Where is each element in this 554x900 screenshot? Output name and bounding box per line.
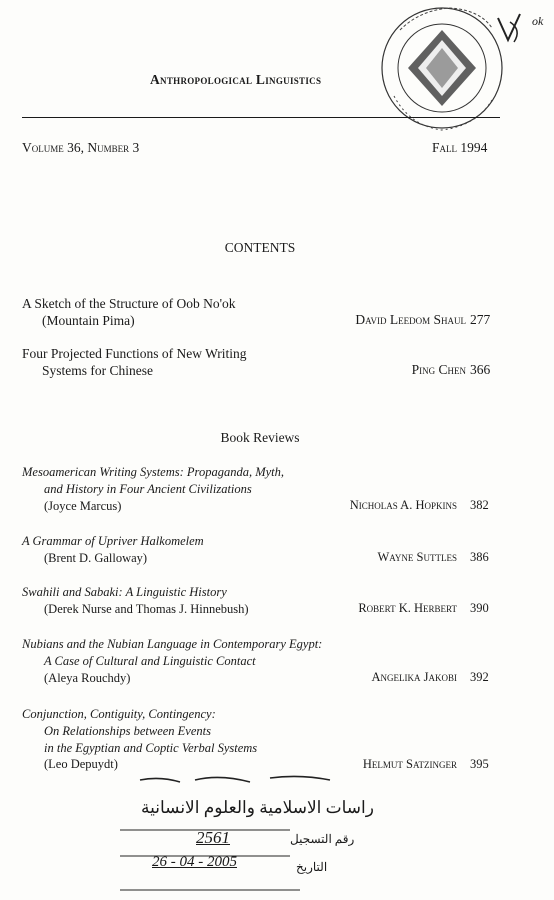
registration-stamp	[100, 770, 400, 900]
article-title: Four Projected Functions of New Writing Systems for Chinese	[22, 346, 247, 378]
library-seal-stamp	[380, 0, 554, 140]
review-page: 386	[470, 550, 489, 564]
article-title: A Sketch of the Structure of Oob No'ok (Mountain Pima)	[22, 296, 236, 328]
volume-number: Volume 36, Number 3	[22, 140, 140, 155]
margin-note: ok	[532, 14, 544, 28]
review-entry: Swahili and Sabaki: A Linguistic History (Derek Nurse and Thomas J. Hinnebush)	[22, 585, 249, 616]
article-page: 277	[470, 312, 491, 327]
reviewer: Helmut Satzinger	[362, 757, 457, 771]
reviewer: Robert K. Herbert	[358, 601, 457, 615]
header-rule	[22, 117, 500, 118]
article-author: David Leedom Shaul	[355, 312, 466, 327]
issue-season: Fall 1994	[432, 140, 488, 155]
review-entry: A Grammar of Upriver Halkomelem (Brent D. Galloway)	[22, 534, 204, 565]
reviewer: Nicholas A. Hopkins	[349, 498, 457, 512]
stamp-institution-text: راسات الاسلامية والعلوم الانسانية	[141, 798, 374, 817]
journal-title: Anthropological Linguistics	[150, 72, 322, 87]
reviewer: Wayne Suttles	[377, 550, 457, 564]
stamp-reg-number: 2561	[196, 828, 230, 847]
review-entry: Nubians and the Nubian Language in Contemporary Egypt: A Case of Cultural and Linguistic Contact (Aleya Rouchdy)	[22, 637, 323, 685]
contents-heading: CONTENTS	[224, 240, 296, 255]
stamp-reg-label: رقم التسجيل	[290, 832, 355, 846]
reviewer: Angelika Jakobi	[371, 670, 457, 684]
stamp-date-label: التاريخ	[296, 860, 328, 874]
article-page: 366	[470, 362, 491, 377]
review-page: 392	[470, 670, 489, 684]
review-page: 395	[470, 757, 489, 771]
article-author: Ping Chen	[411, 362, 466, 377]
stamp-date: 26 - 04 - 2005	[152, 854, 237, 870]
review-page: 390	[470, 601, 489, 615]
book-reviews-heading: Book Reviews	[220, 430, 300, 445]
review-page: 382	[470, 498, 489, 512]
review-entry: Conjunction, Contiguity, Contingency: On Relationships between Events in the Egyptian and Coptic Verbal Systems (Leo Depuydt)	[22, 707, 258, 772]
review-entry: Mesoamerican Writing Systems: Propaganda, Myth, and History in Four Ancient Civilizations (Joyce Marcus)	[22, 465, 284, 513]
